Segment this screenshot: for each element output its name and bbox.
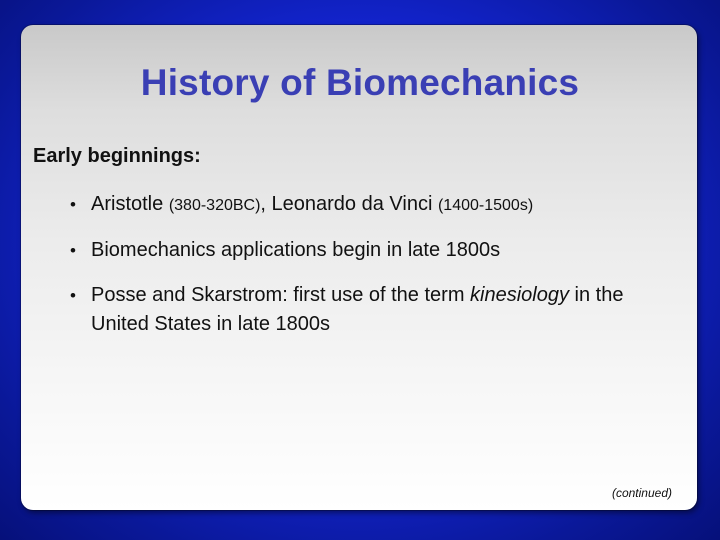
bullet-text-posse: Posse and Skarstrom: first use of the term	[91, 284, 471, 306]
bullet-list	[70, 190, 680, 355]
bullet-item-kinesiology	[70, 281, 680, 339]
bullet-text-aristotle-dates: (380-320BC)	[168, 197, 261, 214]
bullet-text-davinci: , Leonardo da Vinci	[260, 193, 438, 215]
bullet-dot: •	[70, 195, 76, 214]
continued-note: (continued)	[611, 486, 672, 500]
section-heading: Early beginnings:	[33, 145, 201, 167]
bullet-item-aristotle	[70, 190, 680, 220]
slide-title: History of Biomechanics	[140, 62, 580, 103]
bullet-text-davinci-dates: (1400-1500s)	[437, 197, 534, 214]
bullet-text-aristotle: Aristotle	[91, 193, 169, 215]
bullet-dot: •	[70, 286, 76, 305]
bullet-dot: •	[70, 241, 76, 260]
bullet-text-united-states: in the United States in late 1800s	[91, 284, 624, 335]
bullet-item-applications	[70, 236, 680, 265]
bullet-text-kinesiology-term: kinesiology	[470, 284, 569, 306]
bullet-text-applications: Biomechanics applications begin in late 1800s	[91, 239, 501, 261]
